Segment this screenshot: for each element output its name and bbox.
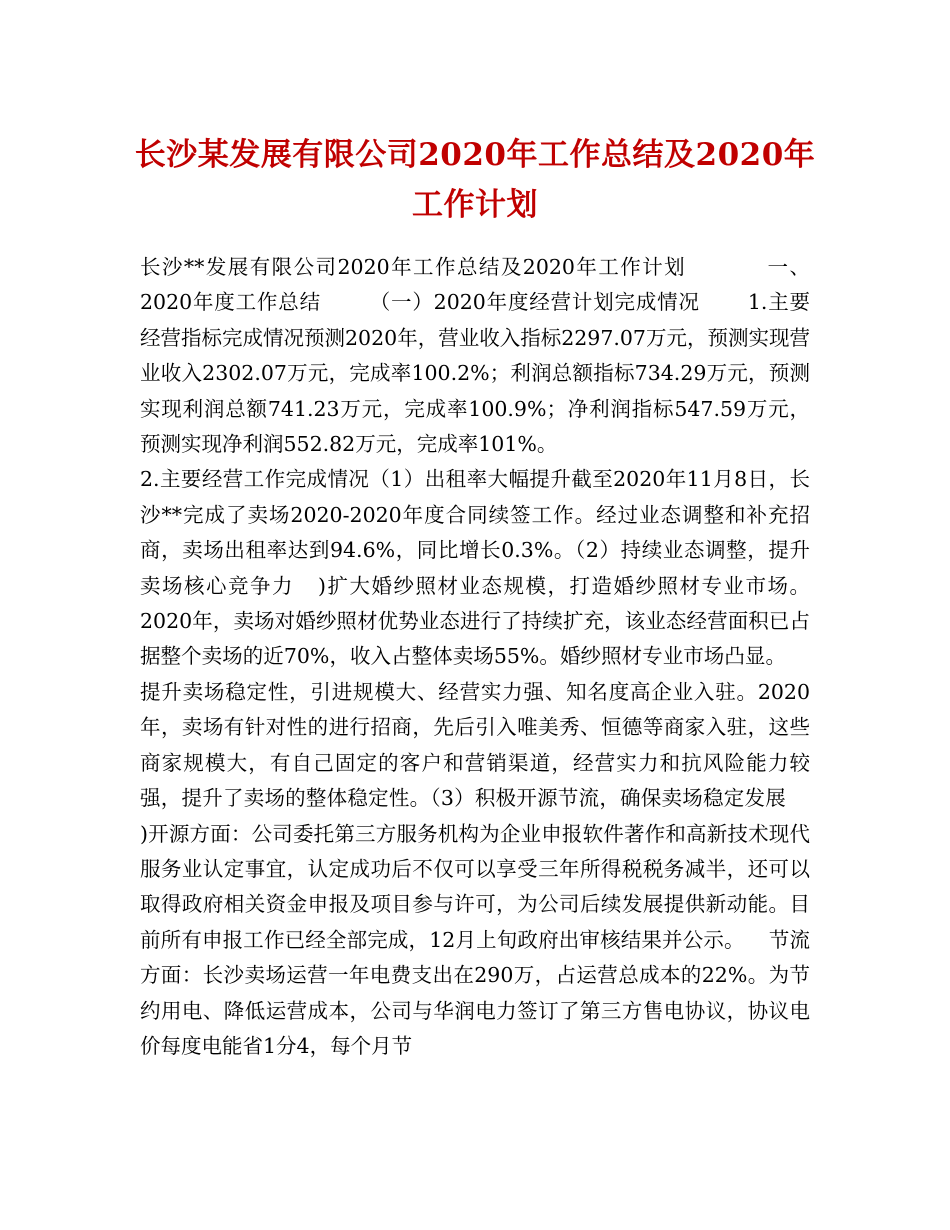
paragraph-operations <box>140 462 810 1064</box>
item-two-text-c: 提升卖场稳定性，引进规模大、经营实力强、知名度高企业入驻。2020年，卖场有针对性的进行招商，先后引入唯美秀、恒德等商家入驻，这些商家规模大，有自己固定的客户和营销渠道，经营实力和抗风险能力较强，提升了卖场的整体稳定性。（3）积极开源节流，确保卖场稳定发展 <box>140 679 810 811</box>
item-two-text-e: 节流方面：长沙卖场运营一年电费支出在290万，占运营总成本的22%。为节约用电、降低运营成本，公司与华润电力签订了第三方售电协议，协议电价每度电能省1分4，每个月节 <box>140 927 811 1058</box>
section-heading-one: 一、2020年度工作总结 <box>140 255 810 315</box>
item-one-text: 1.主要经营指标完成情况预测2020年，营业收入指标2297.07万元，预测实现营业收入2302.07万元，完成率100.2%；利润总额指标734.29万元，预测实现利润总额741.23万元，完成率100.9%；净利润指标547.59万元，预测实现净利润552.82万元，完成率101%。 <box>140 290 811 457</box>
item-two-text-b: )扩大婚纱照材业态规模，打造婚纱照材专业市场。2020年，卖场对婚纱照材优势业态进行了持续扩充，该业态经营面积已占据整个卖场的近70%，收入占整体卖场55%。婚纱照材专业市场凸显。 <box>140 573 810 669</box>
item-two-text-a: 2.主要经营工作完成情况（1）出租率大幅提升截至2020年11月8日，长沙**完成了卖场2020-2020年度合同续签工作。经过业态调整和补充招商，卖场出租率达到94.6%，同比增长0.3%。（2）持续业态调整，提升卖场核心竞争力 <box>140 467 810 598</box>
document-body <box>140 250 810 1064</box>
intro-heading: 长沙**发展有限公司2020年工作总结及2020年工作计划 <box>140 255 687 279</box>
paragraph-summary <box>140 250 810 462</box>
item-two-text-d: )开源方面：公司委托第三方服务机构为企业申报软件著作和高新技术现代服务业认定事宜，认定成功后不仅可以享受三年所得税税务减半，还可以取得政府相关资金申报及项目参与许可，为公司后续发展提供新动能。目前所有申报工作已经全部完成，12月上旬政府出审核结果并公示。 <box>140 821 810 952</box>
subsection-heading-one: （一）2020年度经营计划完成情况 <box>368 290 700 315</box>
document-title: 长沙某发展有限公司2020年工作总结及2020年工作计划 <box>134 137 816 223</box>
